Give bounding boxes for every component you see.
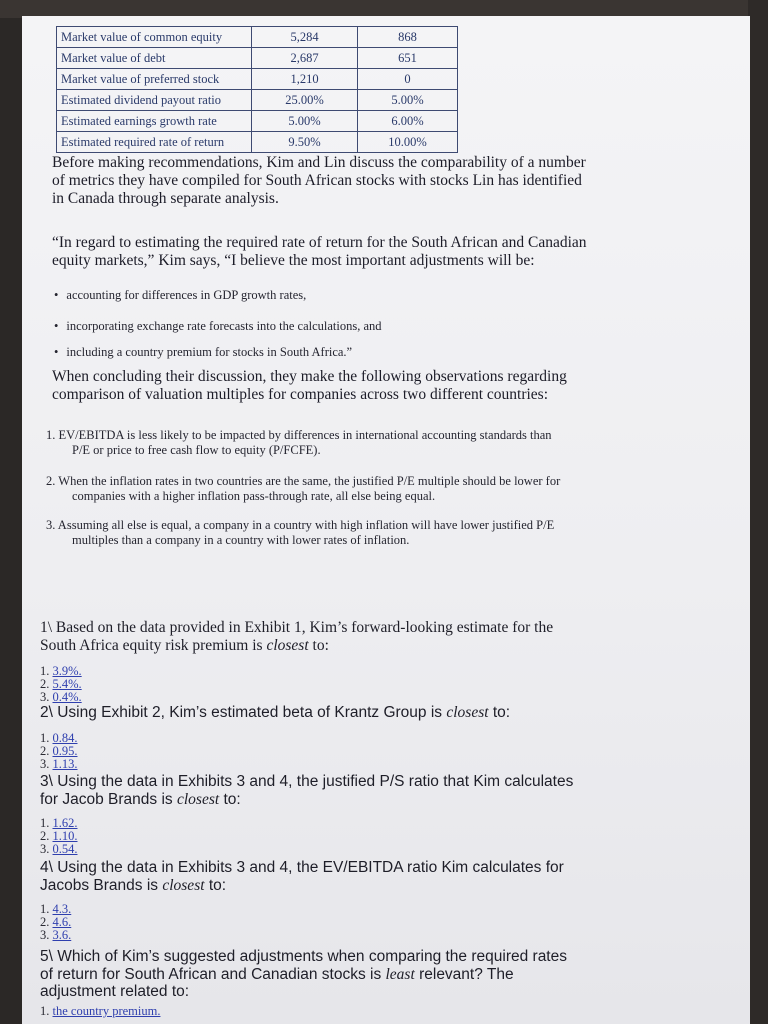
q5-options: 1. the country premium. [40,1004,161,1018]
exhibit-cell-label: Market value of common equity [57,27,252,48]
exhibit-cell-v2: 10.00% [358,132,458,153]
q5-option-1[interactable]: the country premium. [52,1004,161,1018]
q3-option-1[interactable]: 1.62. [52,816,78,830]
exhibit-cell-v2: 651 [358,48,458,69]
q4-option-2[interactable]: 4.6. [52,915,72,929]
exhibit-row [57,27,458,48]
exhibit-cell-label: Estimated earnings growth rate [57,111,252,132]
q1-option-3[interactable]: 0.4%. [52,690,82,704]
monitor-bezel-right [748,0,768,1024]
exhibit-row [57,48,458,69]
q2-option-1[interactable]: 0.84. [52,731,78,745]
exhibit-cell-v1: 25.00% [252,90,358,111]
conclusion-paragraph [52,368,567,404]
quote-line: “In regard to estimating the required rate of return for the South African and Canadian [52,234,587,251]
exhibit-row [57,132,458,153]
q1-option-1[interactable]: 3.9%. [52,664,82,678]
exhibit-cell-v1: 5.00% [252,111,358,132]
question-4: 4\ Using the data in Exhibits 3 and 4, the EV/EBITDA ratio Kim calculates for Jacobs Brands is closest to: [40,859,564,894]
q4-option-1[interactable]: 4.3. [52,902,72,916]
q1-options: 1. 3.9%. 2. 5.4%. 3. 0.4%. [40,664,82,704]
q3-options: 1. 1.62. 2. 1.10. 3. 0.54. [40,816,78,856]
observation-item: 2. When the inflation rates in two countries are the same, the justified P/E multiple should be lower for companies with a higher inflation pass-through rate, all else being equal. [46,474,561,503]
question-5: 5\ Which of Kim’s suggested adjustments when comparing the required rates of return for South African and Canadian stocks is least relevant? The adjustment related to: [40,948,567,1000]
q4-options: 1. 4.3. 2. 4.6. 3. 3.6. [40,902,72,942]
bullet-item: • including a country premium for stocks in South Africa.” [54,345,352,360]
q1-option-2[interactable]: 5.4%. [52,677,82,691]
observation-item: 3. Assuming all else is equal, a company in a country with high inflation will have lower justified P/E multiples than a company in a country with lower rates of inflation. [46,518,555,547]
question-1: 1\ Based on the data provided in Exhibit 1, Kim’s forward-looking estimate for the South Africa equity risk premium is closest to: [40,619,554,654]
exhibit-cell-v2: 868 [358,27,458,48]
exhibit-row [57,90,458,111]
q2-option-2[interactable]: 0.95. [52,744,78,758]
question-3: 3\ Using the data in Exhibits 3 and 4, the justified P/S ratio that Kim calculates for Jacob Brands is closest to: [40,773,574,808]
exhibit-cell-label: Estimated dividend payout ratio [57,90,252,111]
exhibit-row [57,69,458,90]
exhibit-cell-v2: 0 [358,69,458,90]
exhibit-row [57,111,458,132]
exhibit-cell-v2: 6.00% [358,111,458,132]
exhibit-table [56,26,458,153]
q3-option-3[interactable]: 0.54. [52,842,78,856]
bullet-item: • accounting for differences in GDP growth rates, [54,288,306,303]
q2-option-3[interactable]: 1.13. [52,757,78,771]
conclusion-line: comparison of valuation multiples for companies across two different countries: [52,386,549,403]
document-page [22,16,750,1024]
conclusion-line: When concluding their discussion, they make the following observations regarding [52,368,567,385]
exhibit-cell-v1: 5,284 [252,27,358,48]
intro-line: Before making recommendations, Kim and Lin discuss the comparability of a number [52,154,586,171]
bullet-item: • incorporating exchange rate forecasts into the calculations, and [54,319,382,334]
observation-item: 1. EV/EBITDA is less likely to be impacted by differences in international accounting standards than P/E or price to free cash flow to equity (P/FCFE). [46,428,552,457]
q3-option-2[interactable]: 1.10. [52,829,78,843]
exhibit-cell-v1: 1,210 [252,69,358,90]
exhibit-cell-v1: 2,687 [252,48,358,69]
exhibit-cell-label: Market value of preferred stock [57,69,252,90]
q2-options: 1. 0.84. 2. 0.95. 3. 1.13. [40,731,78,771]
question-2: 2\ Using Exhibit 2, Kim’s estimated beta of Krantz Group is closest to: [40,704,511,721]
intro-paragraph [52,154,586,208]
q4-option-3[interactable]: 3.6. [52,928,72,942]
quote-paragraph [52,234,587,270]
exhibit-cell-label: Market value of debt [57,48,252,69]
intro-line: in Canada through separate analysis. [52,190,279,207]
intro-line: of metrics they have compiled for South African stocks with stocks Lin has identified [52,172,582,189]
exhibit-cell-v2: 5.00% [358,90,458,111]
quote-line: equity markets,” Kim says, “I believe the most important adjustments will be: [52,252,535,269]
exhibit-cell-v1: 9.50% [252,132,358,153]
exhibit-cell-label: Estimated required rate of return [57,132,252,153]
